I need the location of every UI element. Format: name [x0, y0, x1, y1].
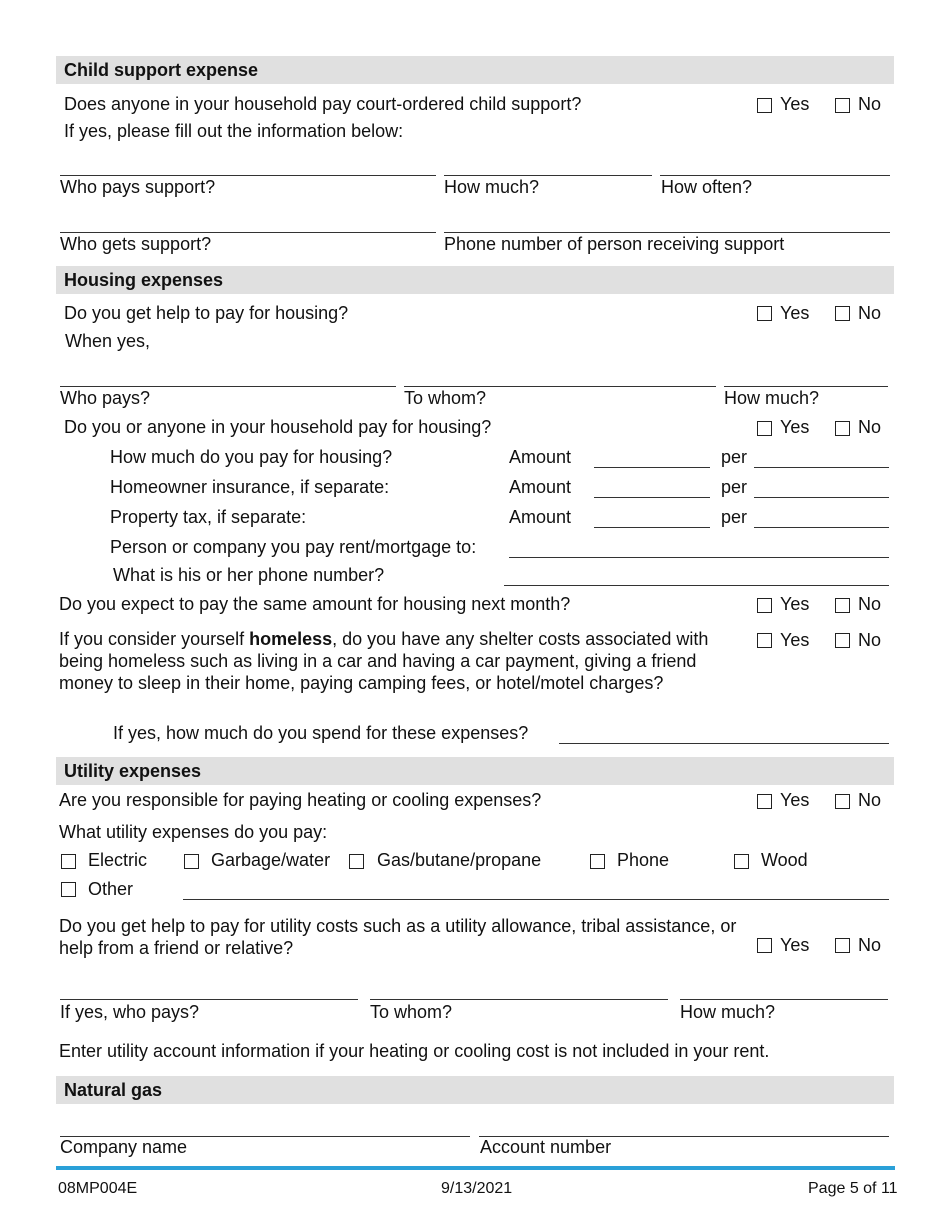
person-company-label: Person or company you pay rent/mortgage to: — [110, 537, 477, 557]
homeless-text-pre: If you consider yourself — [59, 629, 250, 649]
how-often-label: How often? — [661, 177, 753, 197]
housing-payment-per-field[interactable] — [754, 467, 889, 468]
utility-how-much-label: How much? — [680, 1002, 776, 1022]
who-gets-support-label: Who gets support? — [60, 234, 212, 254]
garbage-water-label: Garbage/water — [211, 850, 331, 870]
child-support-instruction: If yes, please fill out the information below: — [64, 121, 404, 141]
no-label: No — [858, 94, 882, 114]
housing-pay-question: Do you or anyone in your household pay for housing? — [64, 417, 492, 437]
yes-label: Yes — [780, 630, 810, 650]
housing-who-pays-label: Who pays? — [60, 388, 151, 408]
support-phone-label: Phone number of person receiving support — [444, 234, 785, 254]
yes-label: Yes — [780, 94, 810, 114]
phone-label: Phone — [617, 850, 670, 870]
how-much-label: How much? — [444, 177, 540, 197]
homeless-text-post: , do you have any shelter costs associated with being homeless such as living in a car and having a car payment, giving a friend money to sleep in their home, paying camping fees, or hotel/motel charges? — [59, 629, 709, 693]
footer-rule — [56, 1166, 895, 1170]
company-name-label: Company name — [60, 1137, 188, 1157]
electric-checkbox[interactable] — [61, 854, 76, 869]
section-title: Child support expense — [64, 60, 259, 80]
section-title: Utility expenses — [64, 761, 202, 781]
housing-help-yes-checkbox[interactable] — [757, 306, 772, 321]
homeless-question — [59, 628, 711, 694]
housing-help-question: Do you get help to pay for housing? — [64, 303, 349, 323]
housing-payment-label: How much do you pay for housing? — [110, 447, 393, 467]
utility-to-whom-field[interactable] — [370, 999, 668, 1000]
form-date: 9/13/2021 — [441, 1180, 513, 1197]
utility-to-whom-label: To whom? — [370, 1002, 453, 1022]
utility-help-question: Do you get help to pay for utility costs such as a utility allowance, tribal assistance, or help from a friend or relative? — [59, 916, 737, 958]
yes-label: Yes — [780, 594, 810, 614]
property-tax-label: Property tax, if separate: — [110, 507, 307, 527]
amount-label: Amount — [509, 477, 572, 497]
section-header-utility — [56, 757, 894, 785]
amount-label: Amount — [509, 447, 572, 467]
when-yes-label: When yes, — [65, 331, 151, 351]
yes-label: Yes — [780, 303, 810, 323]
utility-responsible-yes-checkbox[interactable] — [757, 794, 772, 809]
housing-payment-amount-field[interactable] — [594, 467, 710, 468]
utility-who-pays-label: If yes, who pays? — [60, 1002, 200, 1022]
homeless-no-checkbox[interactable] — [835, 633, 850, 648]
utility-who-pays-field[interactable] — [60, 999, 358, 1000]
form-id: 08MP004E — [58, 1180, 138, 1197]
homeowner-insurance-amount-field[interactable] — [594, 497, 710, 498]
no-label: No — [858, 630, 882, 650]
homeless-amount-field[interactable] — [559, 743, 889, 744]
amount-label: Amount — [509, 507, 572, 527]
utility-account-info: Enter utility account information if your heating or cooling cost is not included in your rent. — [59, 1041, 770, 1061]
per-label: per — [721, 507, 748, 527]
utility-responsible-question: Are you responsible for paying heating or cooling expenses? — [59, 790, 542, 810]
person-company-field[interactable] — [509, 557, 889, 558]
other-utility-field[interactable] — [183, 899, 889, 900]
utility-how-much-field[interactable] — [680, 999, 888, 1000]
section-header-child-support — [56, 56, 894, 84]
who-pays-support-label: Who pays support? — [60, 177, 216, 197]
homeless-bold-text: homeless — [249, 629, 333, 649]
section-header-housing — [56, 266, 894, 294]
phone-checkbox[interactable] — [590, 854, 605, 869]
same-amount-yes-checkbox[interactable] — [757, 598, 772, 613]
no-label: No — [858, 303, 882, 323]
child-support-yes-checkbox[interactable] — [757, 98, 772, 113]
child-support-question: Does anyone in your household pay court-ordered child support? — [64, 94, 582, 114]
other-label: Other — [88, 879, 134, 899]
phone-number-field[interactable] — [504, 585, 889, 586]
yes-label: Yes — [780, 417, 810, 437]
yes-label: Yes — [780, 790, 810, 810]
property-tax-per-field[interactable] — [754, 527, 889, 528]
gas-butane-propane-label: Gas/butane/propane — [377, 850, 542, 870]
section-title: Housing expenses — [64, 270, 224, 290]
no-label: No — [858, 594, 882, 614]
section-title: Natural gas — [64, 1080, 163, 1100]
gas-butane-propane-checkbox[interactable] — [349, 854, 364, 869]
no-label: No — [858, 790, 882, 810]
child-support-no-checkbox[interactable] — [835, 98, 850, 113]
housing-to-whom-label: To whom? — [404, 388, 487, 408]
garbage-water-checkbox[interactable] — [184, 854, 199, 869]
utility-help-yes-checkbox[interactable] — [757, 938, 772, 953]
electric-label: Electric — [88, 850, 148, 870]
utility-expenses-label: What utility expenses do you pay: — [59, 822, 328, 842]
section-header-natural-gas — [56, 1076, 894, 1104]
homeowner-insurance-label: Homeowner insurance, if separate: — [110, 477, 390, 497]
utility-responsible-no-checkbox[interactable] — [835, 794, 850, 809]
housing-help-no-checkbox[interactable] — [835, 306, 850, 321]
homeless-amount-label: If yes, how much do you spend for these expenses? — [113, 723, 529, 743]
property-tax-amount-field[interactable] — [594, 527, 710, 528]
no-label: No — [858, 417, 882, 437]
per-label: per — [721, 477, 748, 497]
per-label: per — [721, 447, 748, 467]
other-checkbox[interactable] — [61, 882, 76, 897]
homeless-yes-checkbox[interactable] — [757, 633, 772, 648]
account-number-label: Account number — [480, 1137, 612, 1157]
housing-how-much-label: How much? — [724, 388, 820, 408]
homeowner-insurance-per-field[interactable] — [754, 497, 889, 498]
same-amount-no-checkbox[interactable] — [835, 598, 850, 613]
wood-checkbox[interactable] — [734, 854, 749, 869]
same-amount-question: Do you expect to pay the same amount for housing next month? — [59, 594, 571, 614]
utility-help-no-checkbox[interactable] — [835, 938, 850, 953]
wood-label: Wood — [761, 850, 808, 870]
page-number: Page 5 of 11 — [808, 1180, 898, 1197]
yes-label: Yes — [780, 935, 810, 955]
housing-pay-yes-checkbox[interactable] — [757, 421, 772, 436]
no-label: No — [858, 935, 882, 955]
phone-number-label: What is his or her phone number? — [113, 565, 385, 585]
housing-pay-no-checkbox[interactable] — [835, 421, 850, 436]
